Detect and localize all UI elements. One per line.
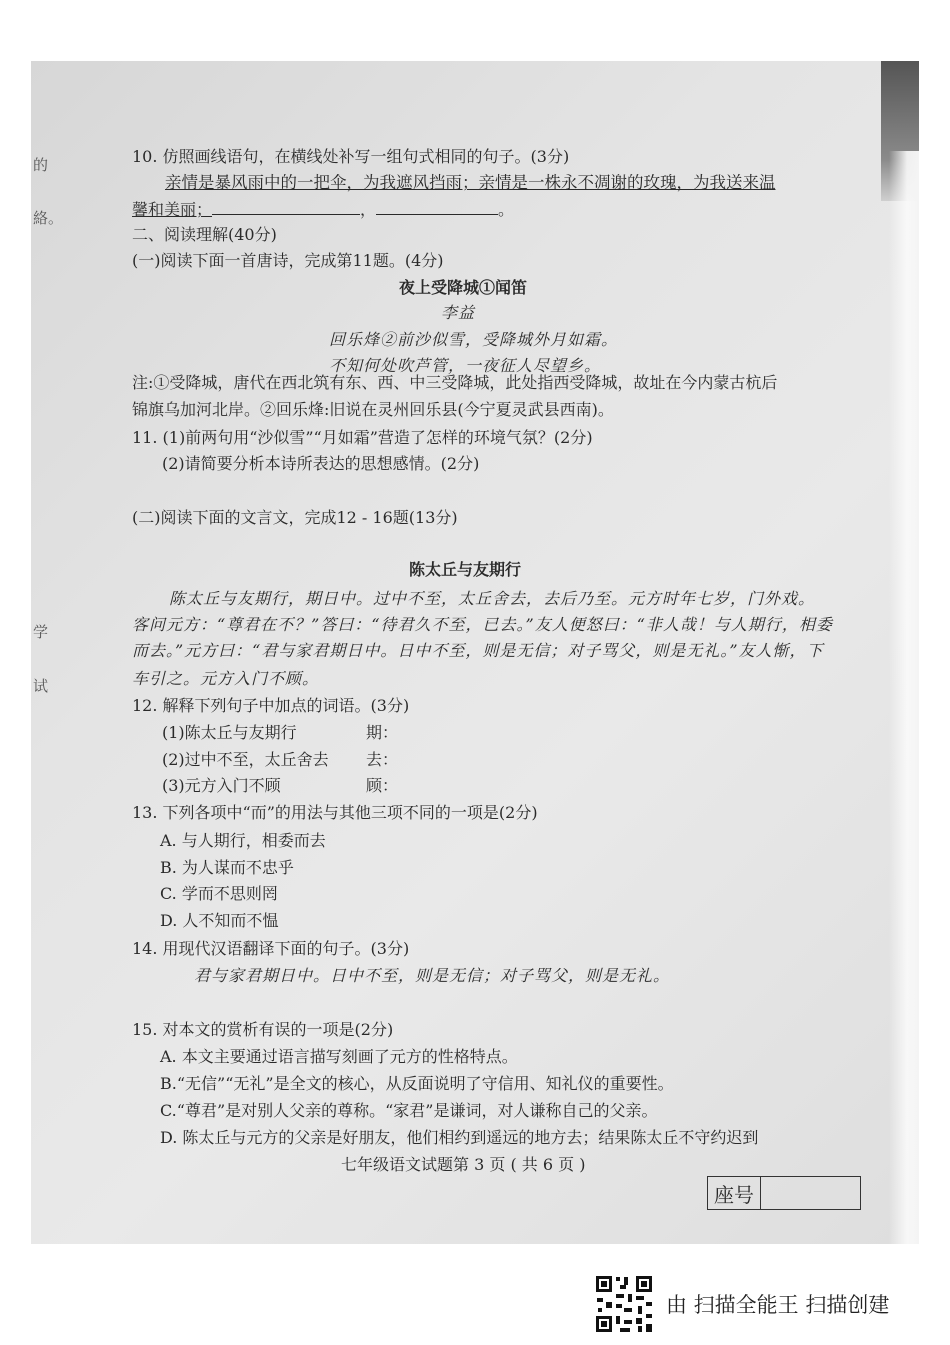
passage-line: 陈太丘与友期行，期日中。过中不至，太丘舍去，去后乃至。元方时年七岁，门外戏。 — [169, 589, 816, 608]
punctuation: 。 — [498, 200, 515, 219]
scanner-credit: 由 扫描全能王 扫描创建 — [666, 1293, 890, 1317]
passage-title: 陈太丘与友期行 — [409, 560, 522, 579]
q12-item-sentence: (2)过中不至，太丘舍去 — [162, 750, 329, 769]
q12-item-word: 去： — [366, 750, 399, 769]
passage-line: 而去。”元方曰：“君与家君期日中。日中不至，则是无信；对子骂父，则是无礼。”友人惭，下 — [132, 641, 824, 660]
page-curl — [889, 151, 919, 1244]
seat-label: 座号 — [708, 1177, 761, 1209]
q12-item-word: 期： — [366, 723, 399, 742]
q10-example-line2: 馨和美丽； — [132, 200, 213, 219]
passage-line: 客问元方：“尊君在不？”答曰：“待君久不至，已去。”友人便怒曰：“非人哉！与人期行，相委 — [132, 615, 833, 634]
scanner-watermark — [594, 1274, 889, 1334]
q13-option: B. 为人谋而不忠乎 — [160, 858, 294, 877]
seat-number-box — [707, 1176, 861, 1210]
answer-blank — [376, 199, 498, 215]
q10-example-line1: 亲情是暴风雨中的一把伞，为我遮风挡雨；亲情是一株永不凋谢的玫瑰，为我送来温 — [165, 173, 776, 192]
scanned-exam-page — [31, 61, 919, 1244]
poem-note: 注:①受降城，唐代在西北筑有东、西、中三受降城，此处指西受降城，故址在今内蒙古杭后 — [132, 373, 778, 392]
q13-option: C. 学而不思则罔 — [160, 884, 278, 903]
q11-part2: (2)请简要分析本诗所表达的思想感情。(2分) — [162, 454, 480, 473]
section-heading: 二、阅读理解(40分) — [132, 225, 277, 244]
poem-note: 锦旗乌加河北岸。②回乐烽:旧说在灵州回乐县(今宁夏灵武县西南)。 — [132, 400, 614, 419]
q12-prompt: 12. 解释下列句子中加点的词语。(3分) — [132, 696, 410, 715]
q15-option: D. 陈太丘与元方的父亲是好朋友，他们相约到遥远的地方去；结果陈太丘不守约迟到 — [160, 1128, 759, 1147]
q12-item-sentence: (1)陈太丘与友期行 — [162, 723, 297, 742]
part1-intro: (一)阅读下面一首唐诗，完成第11题。(4分) — [132, 251, 444, 270]
q14-sentence: 君与家君期日中。日中不至，则是无信；对子骂父，则是无礼。 — [194, 966, 671, 985]
part2-intro: (二)阅读下面的文言文，完成12 - 16题(13分) — [132, 508, 458, 527]
answer-blank — [212, 199, 360, 215]
poem-title: 夜上受降城①闻笛 — [399, 278, 528, 297]
margin-fragment: 学 — [33, 623, 49, 641]
q10-prompt: 10. 仿照画线语句，在横线处补写一组句式相同的句子。(3分) — [132, 147, 570, 166]
qr-code-icon — [594, 1274, 654, 1334]
poem-author: 李益 — [441, 303, 476, 322]
q15-option: B.“无信”“无礼”是全文的核心，从反面说明了守信用、知礼仪的重要性。 — [160, 1074, 674, 1093]
page-number: 七年级语文试题第 3 页 ( 共 6 页 ) — [341, 1155, 586, 1174]
q11-part1: 11. (1)前两句用“沙似雪”“月如霜”营造了怎样的环境气氛？(2分) — [132, 428, 593, 447]
passage-line: 车引之。元方入门不顾。 — [132, 669, 320, 688]
q15-prompt: 15. 对本文的赏析有误的一项是(2分) — [132, 1020, 394, 1039]
poem-line: 不知何处吹芦管，一夜征人尽望乡。 — [329, 356, 602, 375]
margin-fragment: 的 — [33, 156, 49, 174]
q12-item-sentence: (3)元方入门不顾 — [162, 776, 281, 795]
q15-option: A. 本文主要通过语言描写刻画了元方的性格特点。 — [160, 1047, 518, 1066]
margin-fragment: 试 — [33, 677, 49, 695]
q13-option: A. 与人期行，相委而去 — [160, 831, 326, 850]
q13-prompt: 13. 下列各项中“而”的用法与其他三项不同的一项是(2分) — [132, 803, 538, 822]
poem-line: 回乐烽②前沙似雪，受降城外月如霜。 — [329, 330, 619, 349]
q14-prompt: 14. 用现代汉语翻译下面的句子。(3分) — [132, 939, 410, 958]
q13-option: D. 人不知而不愠 — [160, 911, 279, 930]
q12-item-word: 顾： — [366, 776, 399, 795]
margin-fragment: 絡。 — [33, 209, 64, 227]
punctuation: ， — [360, 200, 377, 219]
q10-example-line2-row — [132, 199, 514, 221]
q15-option: C.“尊君”是对别人父亲的尊称。“家君”是谦词，对人谦称自己的父亲。 — [160, 1101, 658, 1120]
